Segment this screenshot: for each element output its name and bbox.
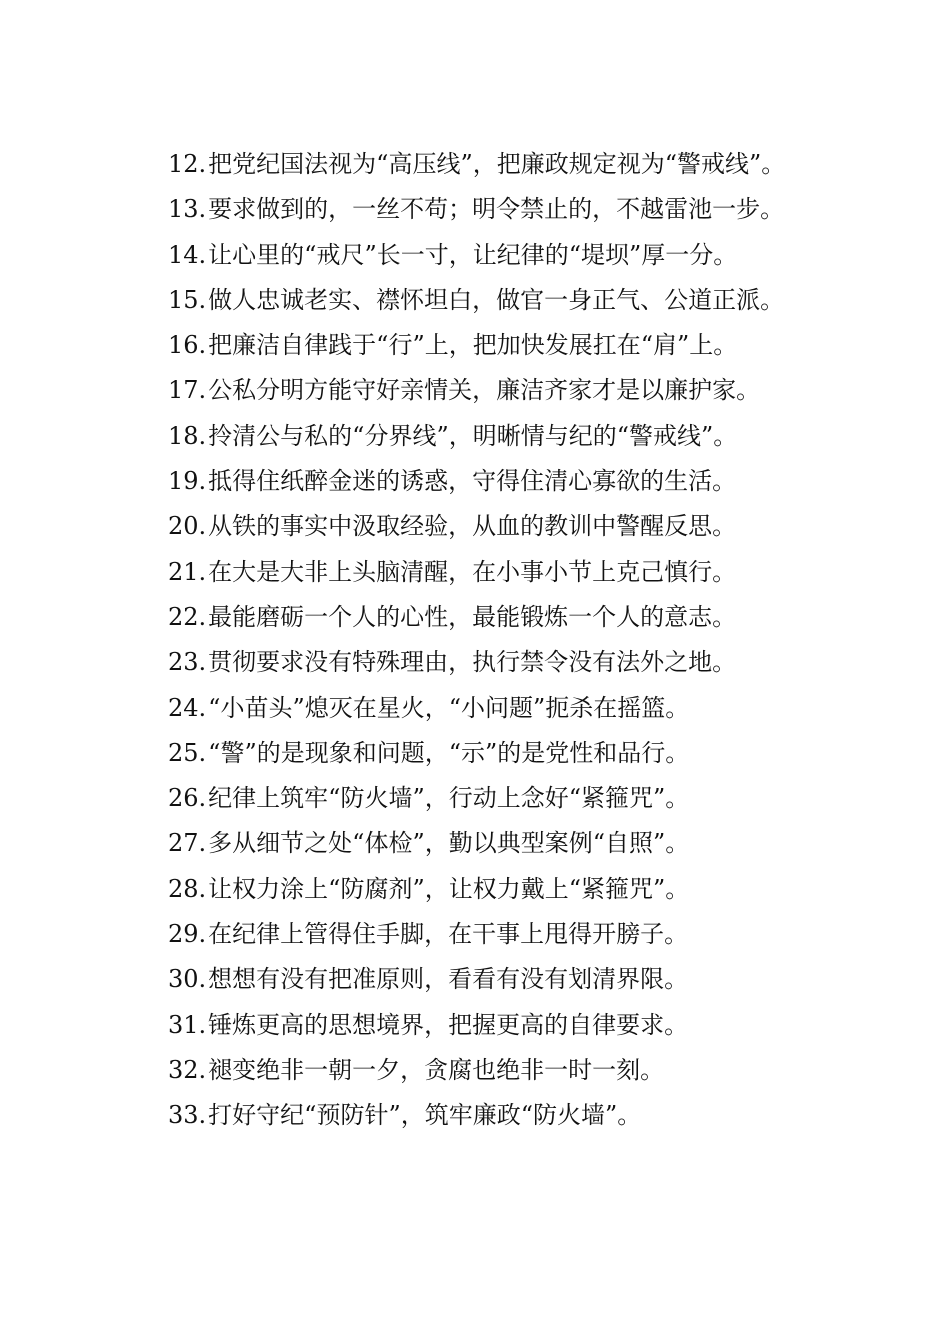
item-number: 22. bbox=[168, 602, 207, 631]
list-item bbox=[120, 1003, 830, 1048]
item-text: 让权力涂上“防腐剂”，让权力戴上“紧箍咒”。 bbox=[208, 874, 690, 903]
item-text: 纪律上筑牢“防火墙”，行动上念好“紧箍咒”。 bbox=[208, 784, 690, 813]
item-text: 公私分明方能守好亲情关，廉洁齐家才是以廉护家。 bbox=[208, 376, 761, 405]
item-text: 抵得住纸醉金迷的诱惑，守得住清心寡欲的生活。 bbox=[208, 467, 737, 496]
item-number: 29. bbox=[168, 920, 207, 949]
list-item bbox=[120, 731, 830, 776]
list-item bbox=[120, 776, 830, 821]
item-number: 20. bbox=[168, 512, 207, 541]
item-text: “小苗头”熄灭在星火，“小问题”扼杀在摇篮。 bbox=[208, 693, 690, 722]
list-item bbox=[120, 957, 830, 1002]
item-number: 25. bbox=[168, 738, 207, 767]
list-item bbox=[120, 1048, 830, 1093]
list-item bbox=[120, 459, 830, 504]
item-number: 32. bbox=[168, 1055, 207, 1084]
item-text: 打好守纪“预防针”，筑牢廉政“防火墙”。 bbox=[208, 1101, 642, 1130]
item-text: 做人忠诚老实、襟怀坦白，做官一身正气、公道正派。 bbox=[208, 285, 785, 314]
item-text: 在纪律上管得住手脚，在干事上甩得开膀子。 bbox=[208, 920, 689, 949]
item-number: 24. bbox=[168, 693, 207, 722]
item-text: 最能磨砺一个人的心性，最能锻炼一个人的意志。 bbox=[208, 602, 737, 631]
item-number: 27. bbox=[168, 829, 207, 858]
list-item bbox=[120, 323, 830, 368]
item-number: 18. bbox=[168, 421, 207, 450]
item-text: 拎清公与私的“分界线”，明晰情与纪的“警戒线”。 bbox=[208, 421, 738, 450]
document-body bbox=[120, 142, 830, 1139]
item-number: 13. bbox=[168, 195, 207, 224]
item-number: 14. bbox=[168, 240, 207, 269]
list-item bbox=[120, 414, 830, 459]
item-text: 褪变绝非一朝一夕，贪腐也绝非一时一刻。 bbox=[208, 1055, 665, 1084]
item-text: 多从细节之处“体检”，勤以典型案例“自照”。 bbox=[208, 829, 690, 858]
item-number: 17. bbox=[168, 376, 207, 405]
item-number: 15. bbox=[168, 285, 207, 314]
list-item bbox=[120, 867, 830, 912]
item-text: 在大是大非上头脑清醒，在小事小节上克己慎行。 bbox=[208, 557, 737, 586]
list-item bbox=[120, 686, 830, 731]
item-number: 31. bbox=[168, 1010, 207, 1039]
item-text: 要求做到的，一丝不苟；明令禁止的，不越雷池一步。 bbox=[208, 195, 785, 224]
item-text: 锤炼更高的思想境界，把握更高的自律要求。 bbox=[208, 1010, 689, 1039]
list-item bbox=[120, 142, 830, 187]
item-text: 从铁的事实中汲取经验，从血的教训中警醒反思。 bbox=[208, 512, 737, 541]
list-item bbox=[120, 233, 830, 278]
list-item bbox=[120, 550, 830, 595]
item-number: 19. bbox=[168, 467, 207, 496]
item-number: 16. bbox=[168, 331, 207, 360]
list-item bbox=[120, 912, 830, 957]
list-item bbox=[120, 278, 830, 323]
item-number: 26. bbox=[168, 784, 207, 813]
item-number: 30. bbox=[168, 965, 207, 994]
list-item bbox=[120, 504, 830, 549]
list-item bbox=[120, 821, 830, 866]
item-number: 33. bbox=[168, 1101, 207, 1130]
item-text: 让心里的“戒尺”长一寸，让纪律的“堤坝”厚一分。 bbox=[208, 240, 738, 269]
list-item bbox=[120, 368, 830, 413]
item-number: 28. bbox=[168, 874, 207, 903]
list-item bbox=[120, 187, 830, 232]
item-text: “警”的是现象和问题，“示”的是党性和品行。 bbox=[208, 738, 690, 767]
item-number: 12. bbox=[168, 150, 207, 178]
item-number: 21. bbox=[168, 557, 207, 586]
list-item bbox=[120, 640, 830, 685]
item-number: 23. bbox=[168, 648, 207, 677]
item-text: 贯彻要求没有特殊理由，执行禁令没有法外之地。 bbox=[208, 648, 737, 677]
list-item bbox=[120, 1093, 830, 1138]
item-text: 想想有没有把准原则，看看有没有划清界限。 bbox=[208, 965, 689, 994]
item-text: 把党纪国法视为“高压线”，把廉政规定视为“警戒线”。 bbox=[208, 150, 786, 178]
list-item bbox=[120, 595, 830, 640]
item-text: 把廉洁自律践于“行”上，把加快发展扛在“肩”上。 bbox=[208, 331, 738, 360]
